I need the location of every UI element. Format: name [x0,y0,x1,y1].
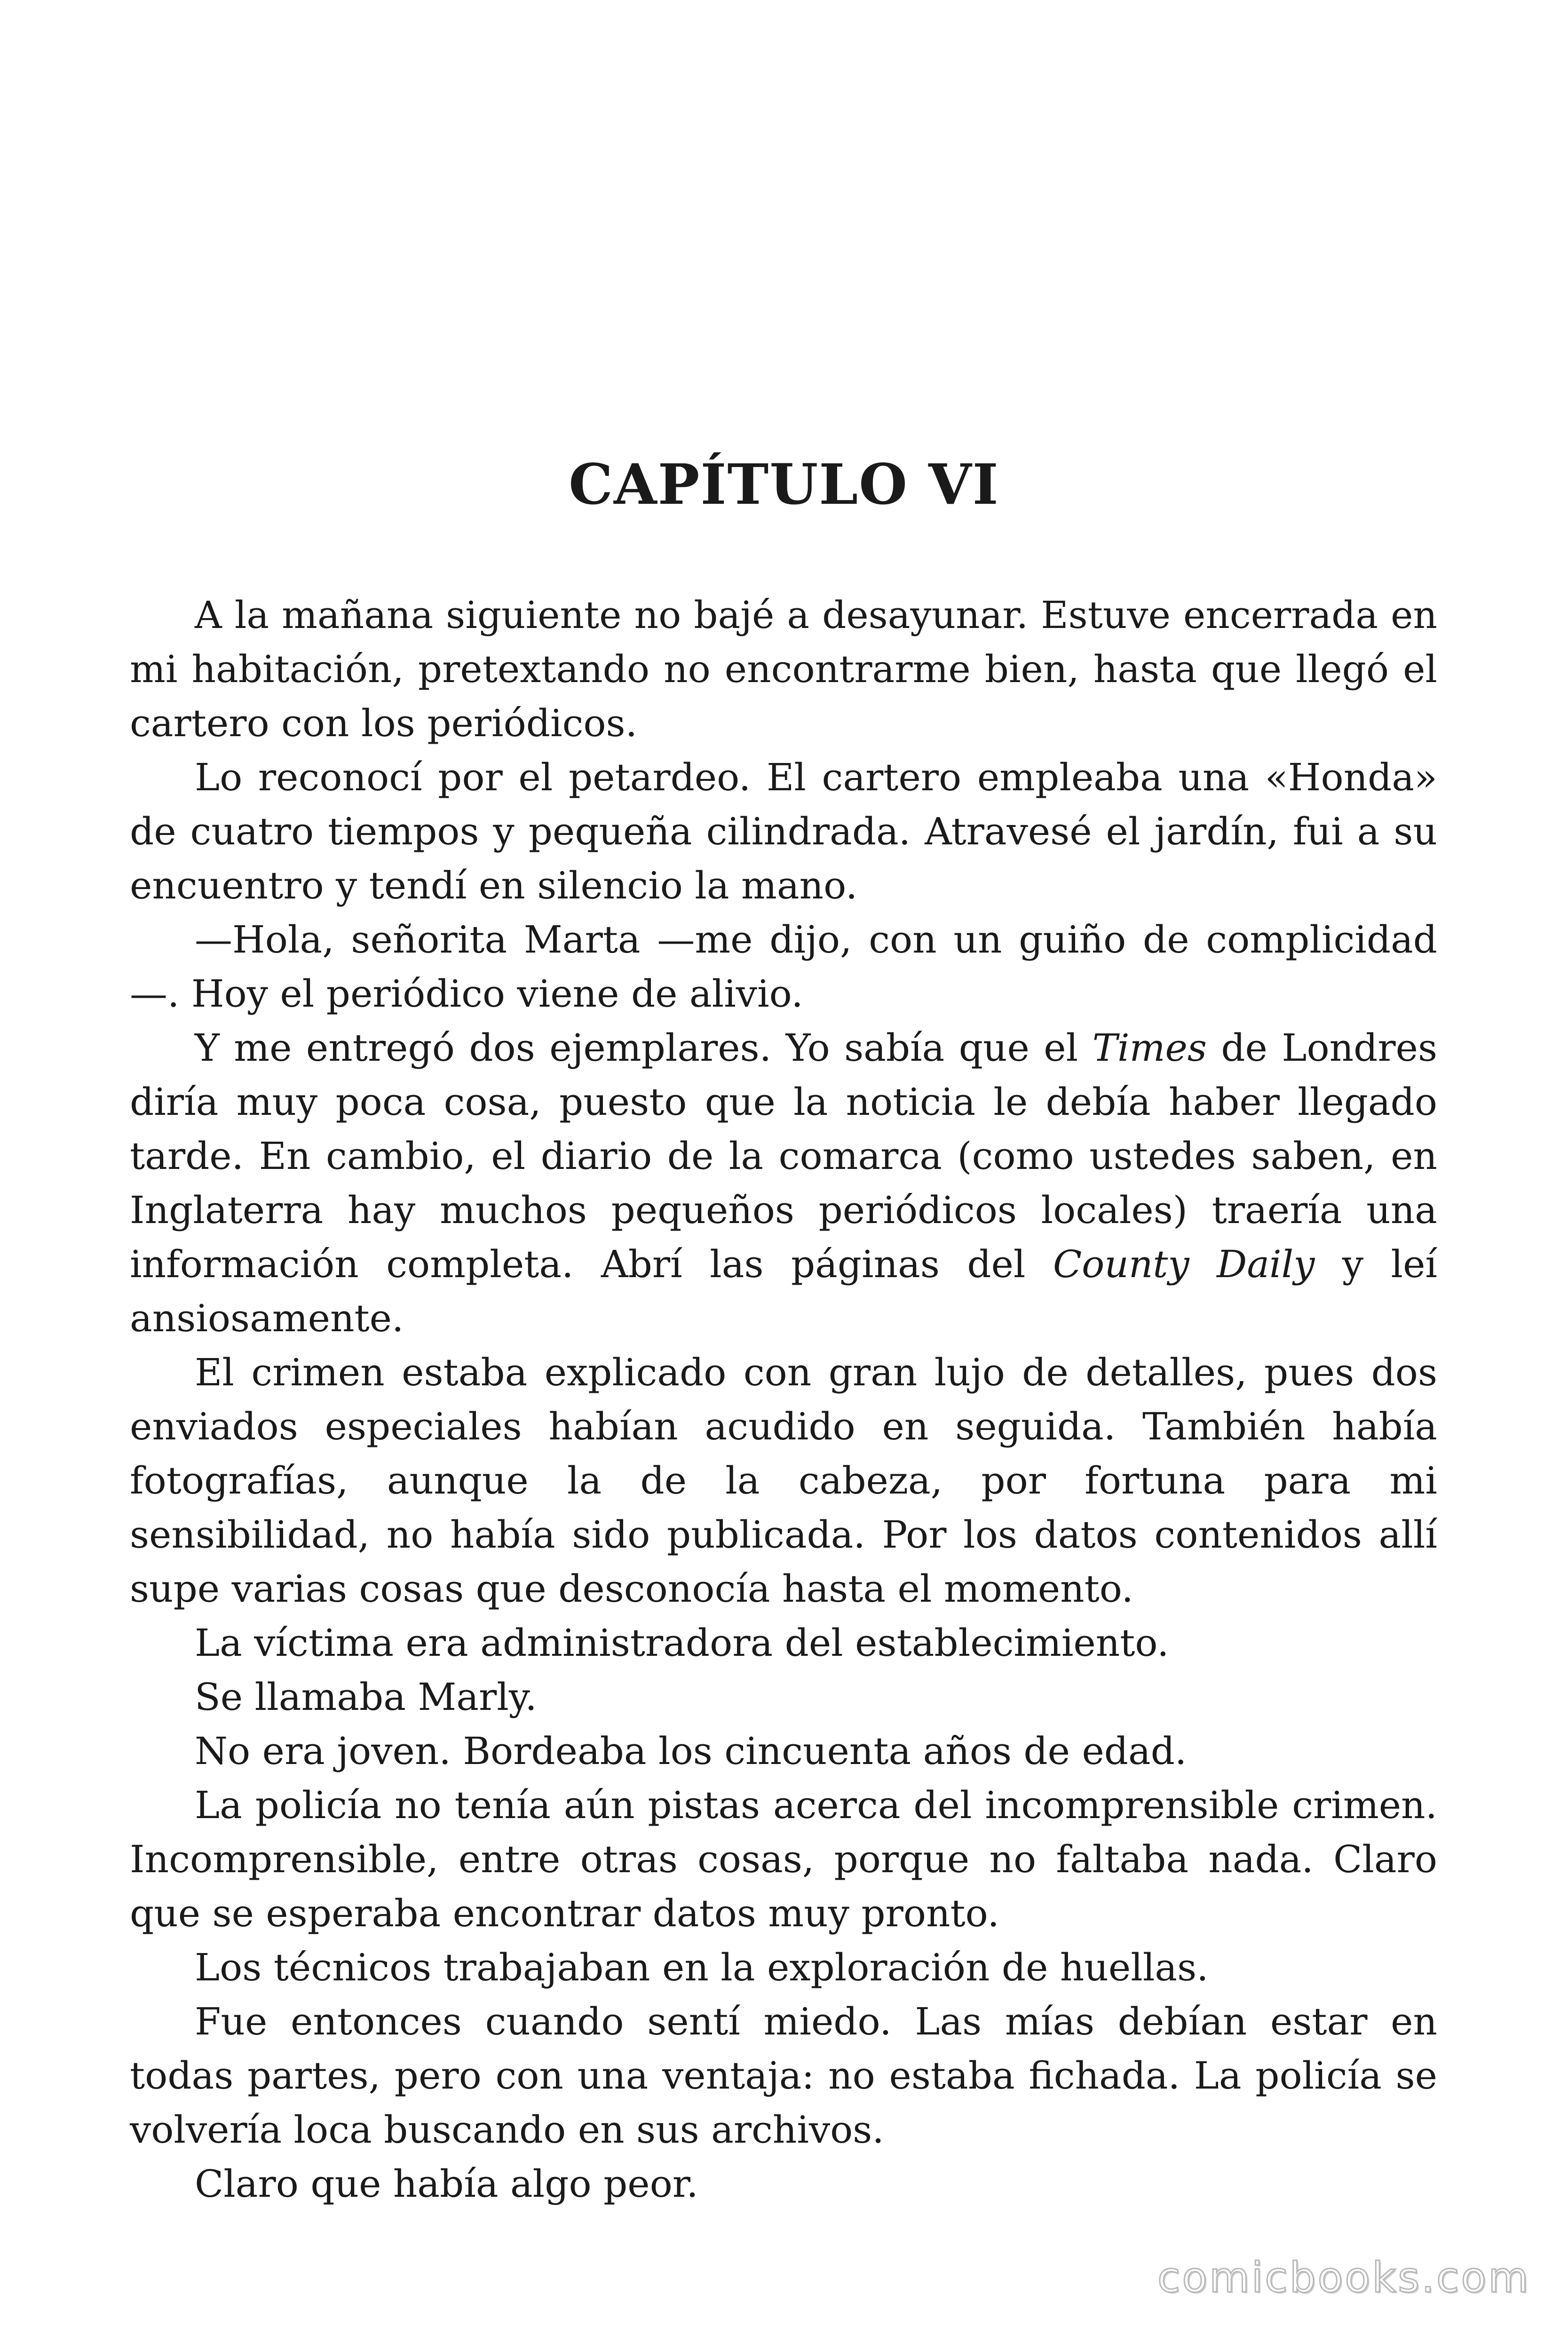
paragraph-text: No era joven. Bordeaba los cincuenta años de edad. [195,1729,1187,1773]
newspaper-title-times: Times [1092,1026,1207,1070]
paragraph-8 [130,1724,1437,1778]
chapter-title: CAPÍTULO VI [569,452,999,517]
paragraph-text: El crimen estaba explicado con gran lujo de detalles, pues dos enviados especiales habían acudido en seguida. También había fotografías, aunque la de la cabeza, por fortuna para mi sensibilidad, no había sido publicada. Por los datos contenidos allí supe varias cosas que desconocía hasta el momento. [130,1351,1437,1611]
paragraph-text: A la mañana siguiente no bajé a desayunar. Estuve encerrada en mi habitación, pretextando no encontrarme bien, hasta que llegó el cartero con los periódicos. [130,593,1437,745]
paragraph-text: Fue entonces cuando sentí miedo. Las mías debían estar en todas partes, pero con una ventaja: no estaba fichada. La policía se volvería loca buscando en sus archivos. [130,2000,1437,2152]
paragraph-text: Se llamaba Marly. [195,1675,537,1719]
paragraph-10 [130,1940,1437,1994]
paragraph-text: —Hola, señorita Marta —me dijo, con un guiño de complicidad —. Hoy el periódico viene de alivio. [130,918,1437,1016]
paragraph-7 [130,1670,1437,1724]
paragraph-5 [130,1345,1437,1616]
watermark-text: comicbooks.com [1157,2253,1530,2302]
paragraph-3 [130,913,1437,1021]
paragraph-1 [130,588,1437,750]
chapter-body [130,588,1437,2211]
paragraph-text: y leí ansiosamente. [130,1242,1437,1340]
paragraph-text: Lo reconocí por el petardeo. El cartero empleaba una «Honda» de cuatro tiempos y pequeña cilindrada. Atravesé el jardín, fui a su encuentro y tendí en silencio la mano. [130,755,1437,907]
paragraph-11 [130,1994,1437,2157]
paragraph-9 [130,1778,1437,1940]
paragraph-12 [130,2157,1437,2211]
paragraph-text: Claro que había algo peor. [195,2162,698,2206]
paragraph-text: La víctima era administradora del establecimiento. [195,1621,1169,1665]
paragraph-text: de Londres diría muy poca cosa, puesto que la noticia le debía haber llegado tarde. En cambio, el diario de la comarca (como ustedes saben, en Inglaterra hay muchos pequeños periódicos locales) traería una información completa. Abrí las páginas del [130,1026,1437,1286]
paragraph-text: Y me entregó dos ejemplares. Yo sabía que el [195,1026,1093,1070]
paragraph-6 [130,1616,1437,1670]
newspaper-title-county-daily: County Daily [1053,1242,1315,1286]
paragraph-4 [130,1021,1437,1345]
paragraph-text: La policía no tenía aún pistas acerca del incomprensible crimen. Incomprensible, entre otras cosas, porque no faltaba nada. Claro que se esperaba encontrar datos muy pronto. [130,1783,1437,1935]
paragraph-2 [130,750,1437,913]
paragraph-text: Los técnicos trabajaban en la exploración de huellas. [195,1946,1209,1989]
